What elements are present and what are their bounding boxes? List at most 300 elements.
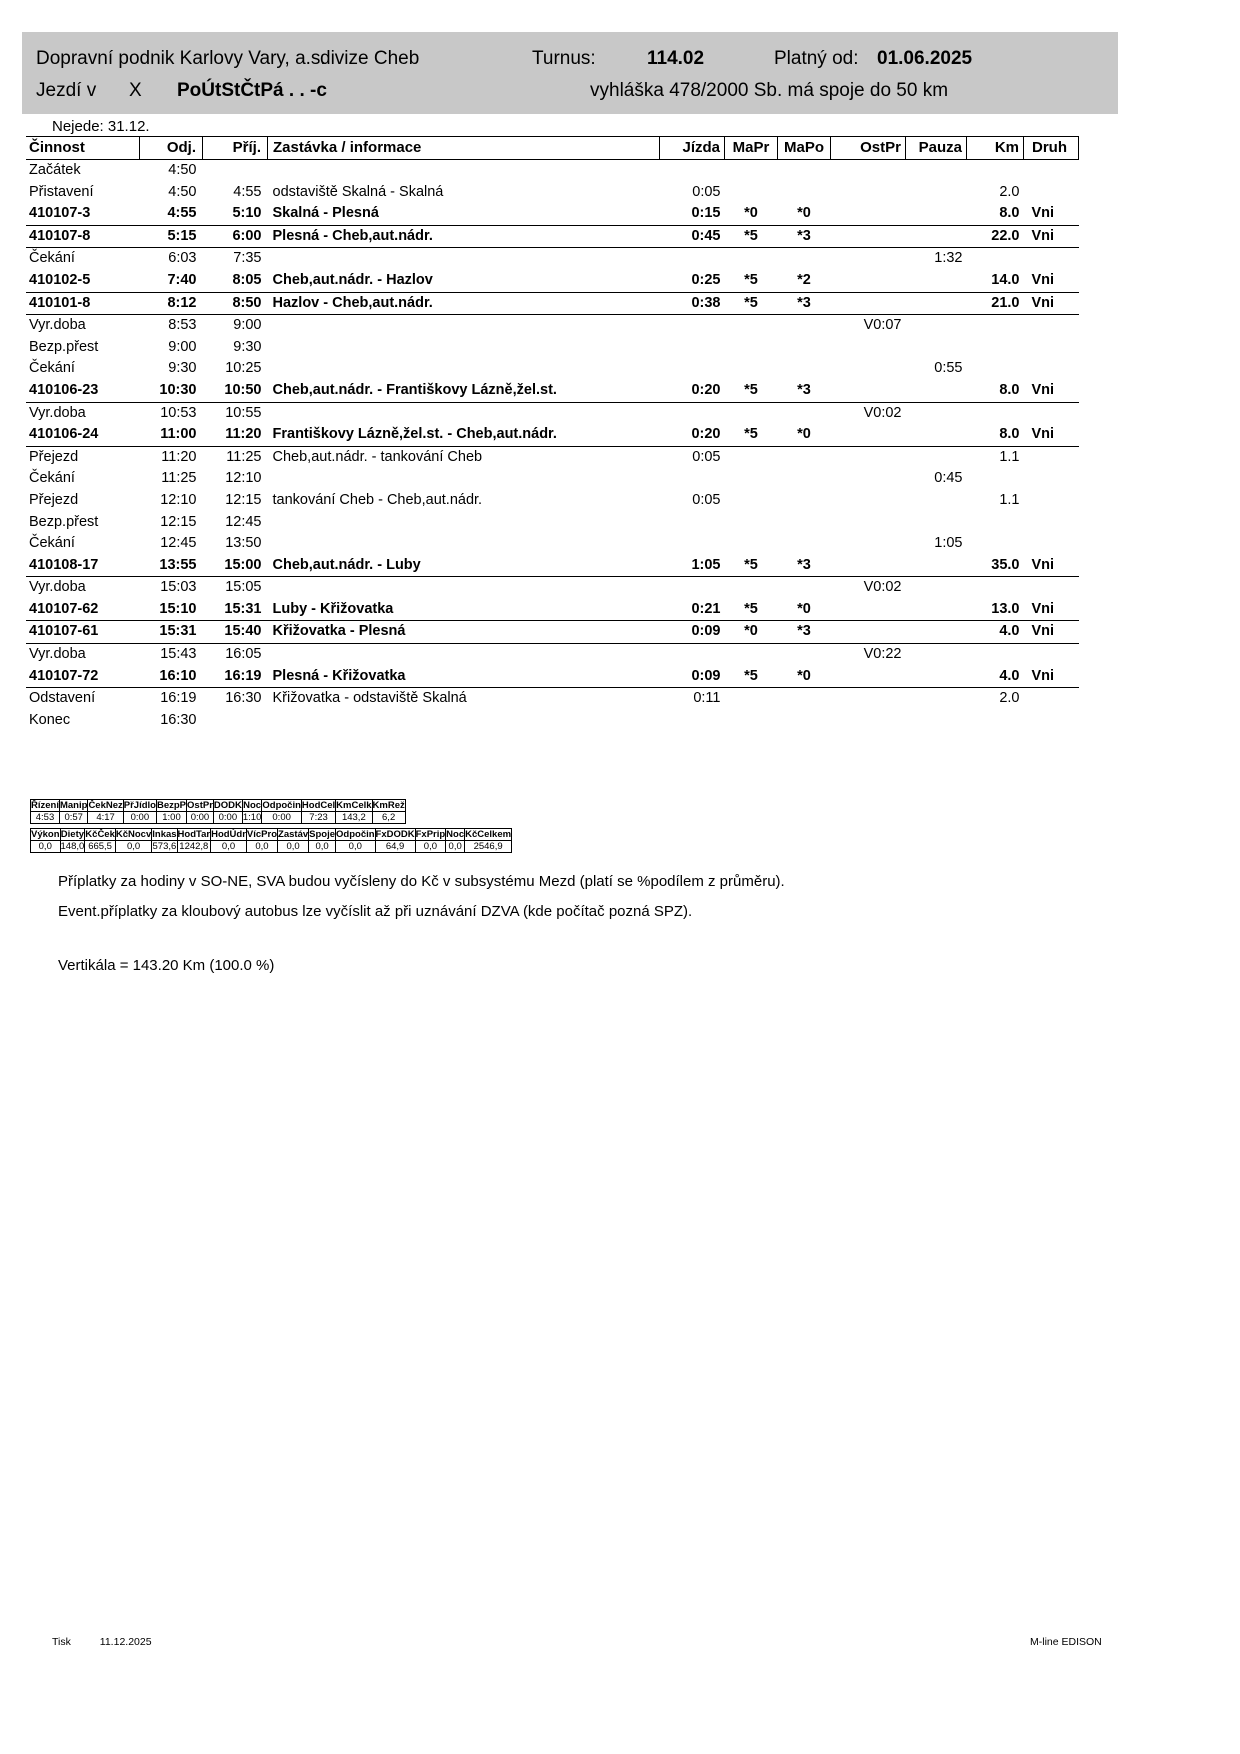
cell-mapo [778,688,831,710]
cell-mapr: *5 [725,292,778,315]
cell-jizda: 1:05 [691,556,721,573]
cell-jizda: 0:20 [691,426,721,443]
cell-cinnost: 410106-24 [29,426,99,443]
cell-odj: 16:30 [160,711,197,728]
cell-zastavka [268,160,660,182]
cell-zastavka [268,358,660,380]
cell-mapr [725,710,778,732]
cell-odj: 4:55 [167,205,197,222]
cell-ostpr: V0:22 [831,644,906,666]
print-label: Tisk [52,1636,71,1648]
cell-mapr [725,688,778,710]
table-header-row [26,137,1079,160]
summary-col-value: 1:10 [242,812,262,823]
cell-ostpr [831,621,906,644]
document-header-banner [22,32,1118,114]
table-row [26,315,1079,337]
summary-col-value: 0:00 [187,812,214,824]
cell-km: 8.0 [999,205,1020,222]
cell-odj: 4:50 [168,183,197,200]
cell-odj: 11:20 [140,446,203,468]
company-division: divize Cheb [320,48,420,69]
cell-zastavka: odstaviště Skalná - Skalná [272,183,444,200]
cell-jizda [660,402,725,424]
print-date: 11.12.2025 [99,1636,152,1648]
summary-col-value: 0,0 [246,841,277,853]
cell-cinnost: 410107-62 [29,600,99,617]
cell-mapr: *5 [744,271,758,288]
summary-col-value: 665,5 [85,841,116,853]
summary2-body [31,841,512,853]
cell-zastavka: Luby - Křižovatka [272,600,394,617]
col-header-mapr: MaPr [725,137,778,160]
cell-ostpr: V0:02 [831,402,906,424]
duty-schedule-table [26,136,1079,731]
cell-cinnost: 410107-72 [29,667,99,684]
cell-zastavka: Cheb,aut.nádr. - Luby [272,556,421,573]
summary-col-value: 0,0 [336,841,376,853]
note-articulated: Event.příplatky za kloubový autobus lze vyčíslit až při uznávání DZVA (kde počítač pozná SPZ). [58,903,693,920]
cell-mapr [725,490,778,512]
cell-km [967,577,1024,599]
cell-pauza [906,424,967,446]
valid-from-value: 01.06.2025 [877,48,973,69]
weekday-pattern: PoÚtStČtPá . . -c [177,80,327,101]
cell-ostpr [831,270,906,292]
cell-pauza [906,225,967,248]
cell-prij: 16:30 [203,688,268,710]
col-header-mapo: MaPo [778,137,831,160]
cell-prij: 15:00 [224,556,262,573]
cell-jizda: 0:05 [692,183,721,200]
cell-odj: 11:25 [161,470,197,487]
cell-zastavka: Křižovatka - Plesná [268,621,660,644]
cell-pauza [906,688,967,710]
table-row [26,292,1079,315]
cell-cinnost: Přejezd [29,491,79,508]
cell-odj: 11:00 [160,426,197,443]
runs-on-mark: X [129,80,142,101]
summary1-value-row [31,812,406,824]
cell-odj: 16:10 [159,667,197,684]
cell-cinnost: Bezp.přest [29,338,99,355]
cell-ostpr [831,160,906,182]
summary-col-header: HodÚdr [211,829,246,840]
cell-odj: 8:12 [140,292,203,315]
cell-km: 22.0 [967,225,1024,248]
cell-zastavka [268,577,660,599]
cell-pauza [906,160,967,182]
summary-col-value: 0:57 [59,812,87,824]
table-row [26,555,1079,577]
summary-col-value: 1242,8 [177,841,211,853]
cell-pauza [906,182,967,204]
table-row [26,468,1079,490]
cell-druh [1024,248,1079,270]
cell-mapo [778,446,831,468]
cell-km: 8.0 [999,426,1020,443]
cell-mapr: *5 [744,556,758,573]
col-header-druh: Druh [1024,137,1079,160]
cell-mapr: *5 [744,426,758,443]
summary2-header-row [31,829,512,841]
cell-odj: 9:00 [168,338,197,355]
cell-ostpr [831,490,906,512]
cell-ostpr [831,358,906,380]
cell-prij: 12:15 [225,491,262,508]
col-header-zastavka: Zastávka / informace [268,137,660,160]
cell-ostpr [831,666,906,688]
cell-cinnost: Přejezd [26,446,140,468]
cell-druh [1024,644,1079,666]
table-row [26,688,1079,710]
cell-jizda [660,512,725,534]
summary-col-value: 0:00 [123,812,156,824]
summary-col-value: 0,0 [211,841,247,853]
decree-note: vyhláška 478/2000 Sb. má spoje do 50 km [590,80,949,101]
cell-jizda [660,577,725,599]
cell-odj: 10:53 [140,402,203,424]
summary-table-money [30,828,512,853]
cell-mapo [778,512,831,534]
cell-ostpr: V0:07 [831,315,906,337]
cell-prij: 15:05 [203,577,268,599]
cell-cinnost: Odstavení [26,688,140,710]
cell-zastavka [268,710,660,732]
cell-mapo [778,337,831,359]
cell-ostpr [831,446,906,468]
cell-jizda: 0:11 [660,688,725,710]
cell-cinnost: Začátek [29,162,81,178]
table-header [26,137,1079,160]
cell-ostpr [831,599,906,621]
cell-cinnost: 410108-17 [29,556,99,573]
cell-cinnost: Vyr.doba [26,577,140,599]
cell-prij: 10:55 [203,402,268,424]
table-row [26,599,1079,621]
cell-zastavka: Cheb,aut.nádr. - tankování Cheb [268,446,660,468]
summary-col-header: DODK [213,800,242,811]
cell-pauza [906,270,967,292]
summary-col-value: 0:00 [262,812,302,824]
cell-druh: Vni [1031,426,1055,443]
summary-col-header: Odpočin [336,829,375,840]
summary-col-value: 143,2 [336,812,372,824]
cell-mapr: *5 [744,600,758,617]
cell-mapo [778,402,831,424]
cell-cinnost: Čekání [29,535,75,552]
summary-col-header: FxPrip [415,829,446,840]
cell-cinnost: Vyr.doba [26,402,140,424]
cell-mapr: *5 [744,381,758,398]
cell-druh [1024,402,1079,424]
cell-km [967,358,1024,380]
cell-pauza [906,490,967,512]
cell-prij: 13:50 [225,535,262,552]
cell-zastavka: Cheb,aut.nádr. - Hazlov [272,271,433,288]
cell-pauza: 0:55 [934,360,963,377]
cell-prij: 11:20 [225,426,262,443]
cell-mapr [725,577,778,599]
cell-jizda [660,337,725,359]
summary-table-time [30,799,406,824]
cell-druh [1024,710,1079,732]
cell-km [967,337,1024,359]
summary-col-value: 0,0 [31,841,61,853]
cell-mapo: *3 [778,621,831,644]
summary-col-value: 4:53 [31,812,60,824]
summary-col-header: Řízení [31,800,59,811]
cell-pauza [906,621,967,644]
cell-jizda [660,710,725,732]
cell-pauza [906,402,967,424]
summary1-body [31,812,406,824]
summary-col-value: 0,0 [115,841,151,853]
summary-col-value: 4:17 [88,812,123,824]
cell-mapo [778,182,831,204]
cell-mapo [778,644,831,666]
summary-col-value: 6,2 [372,812,405,824]
summary-col-header: Noc [446,829,465,840]
table-row [26,666,1079,688]
summary-col-value: 148,0 [60,841,85,852]
cell-odj: 15:31 [140,621,203,644]
cell-zastavka [268,402,660,424]
cell-jizda: 0:25 [691,271,721,288]
table-row [26,533,1079,555]
cell-druh [1024,533,1079,555]
cell-mapo [778,490,831,512]
cell-druh [1024,315,1079,337]
cell-jizda [660,358,725,380]
cell-druh: Vni [1024,225,1079,248]
cell-odj: 12:15 [160,513,197,530]
cell-km [967,160,1024,182]
cell-mapo [778,315,831,337]
cell-cinnost: 410106-23 [29,381,99,398]
cell-prij: 12:10 [225,470,262,487]
col-header-km: Km [967,137,1024,160]
summary2-value-row [31,841,512,853]
cell-odj: 9:30 [168,360,197,377]
summary-col-header: Manip [59,800,88,811]
cell-km: 2.0 [967,688,1024,710]
summary-col-value: 0,0 [415,841,446,853]
cell-mapr: *0 [725,621,778,644]
cell-cinnost: Čekání [29,360,75,377]
cell-ostpr [831,292,906,315]
table-row [26,621,1079,644]
cell-druh [1024,337,1079,359]
cell-km [967,512,1024,534]
table-row [26,644,1079,666]
cell-pauza [906,380,967,402]
summary-col-value: 0,0 [446,841,465,853]
summary-col-header: Odpočin [262,800,301,811]
summary-col-header: OstPr [187,800,213,811]
cell-cinnost: Přistavení [29,183,94,200]
summary-col-header: Diety [60,829,85,840]
cell-ostpr [831,337,906,359]
cell-km: 14.0 [991,271,1020,288]
summary-col-value: 7:23 [301,812,335,824]
summary-col-header: HodCel [301,800,336,811]
cell-prij: 15:40 [203,621,268,644]
cell-odj: 5:15 [140,225,203,248]
cell-druh: Vni [1024,621,1079,644]
cell-ostpr [831,380,906,402]
table-body [26,160,1079,732]
col-header-cinnost: Činnost [26,137,140,160]
table-row [26,577,1079,599]
cell-prij: 11:25 [203,446,268,468]
table-row [26,160,1079,182]
cell-odj: 10:30 [159,381,197,398]
cell-km: 1.1 [967,446,1024,468]
cell-ostpr [831,555,906,577]
cell-zastavka: Skalná - Plesná [272,205,379,222]
summary-col-header: Výkon [31,829,60,840]
cell-zastavka: Františkovy Lázně,žel.st. - Cheb,aut.nádr. [272,426,557,443]
cell-zastavka: tankování Cheb - Cheb,aut.nádr. [272,491,483,508]
summary-col-header: KmRež [372,800,405,811]
cell-cinnost: Bezp.přest [29,513,99,530]
cell-zastavka: Plesná - Cheb,aut.nádr. [268,225,660,248]
cell-ostpr [831,203,906,225]
cell-prij: 9:30 [233,338,262,355]
cell-km [967,402,1024,424]
cell-mapr [725,446,778,468]
cell-cinnost: 410107-61 [26,621,140,644]
summary2-header [31,829,512,841]
cell-prij [203,160,268,182]
cell-odj: 8:53 [140,315,203,337]
turnus-value: 114.02 [647,48,705,69]
cell-mapo: *0 [797,600,811,617]
cell-druh [1024,688,1079,710]
cell-cinnost: 410107-3 [29,205,91,222]
cell-pauza: 1:32 [906,248,967,270]
cell-pauza [906,577,967,599]
cell-prij: 10:50 [224,381,262,398]
cell-km: 35.0 [991,556,1020,573]
cell-prij: 10:25 [225,360,262,377]
cell-odj: 12:10 [160,491,197,508]
header-line-2 [22,80,1118,106]
table-row [26,710,1079,732]
cell-mapo [778,358,831,380]
cell-cinnost: Čekání [29,470,75,487]
cell-mapr [725,533,778,555]
cell-zastavka [268,337,660,359]
cell-km: 8.0 [999,381,1020,398]
cell-prij: 12:45 [225,513,262,530]
cell-cinnost: 410107-8 [26,225,140,248]
cell-mapo: *3 [778,225,831,248]
cell-druh [1024,512,1079,534]
cell-km: 1.1 [999,491,1020,508]
cell-mapr [725,644,778,666]
summary-col-value: 64,9 [375,841,415,853]
cell-cinnost: Čekání [26,248,140,270]
cell-mapo [778,160,831,182]
cell-mapo [778,248,831,270]
cell-mapr [725,468,778,490]
cell-jizda [660,533,725,555]
cell-druh [1024,446,1079,468]
cell-jizda: 0:09 [660,621,725,644]
cell-mapr [725,358,778,380]
cell-prij: 5:10 [232,205,262,222]
summary-col-header: Inkas [152,829,177,840]
cell-druh: Vni [1031,271,1055,288]
header-line-1 [22,48,1118,74]
cell-pauza [906,337,967,359]
cell-mapr [725,315,778,337]
cell-mapr [725,182,778,204]
cell-pauza [906,555,967,577]
cell-km: 21.0 [967,292,1024,315]
cell-mapr [725,160,778,182]
cell-prij: 16:05 [203,644,268,666]
table-row [26,512,1079,534]
cell-mapo: *3 [778,292,831,315]
summary-col-header: KčCelkem [465,829,512,840]
table-row [26,182,1079,204]
col-header-pauza: Pauza [906,137,967,160]
cell-druh [1024,160,1079,182]
cell-mapo [778,710,831,732]
summary-col-header: ČekNez [88,800,123,811]
cell-zastavka [268,315,660,337]
table-row [26,424,1079,446]
cell-cinnost: 410102-5 [29,271,91,288]
cell-odj: 13:55 [159,556,197,573]
cell-mapr [725,512,778,534]
cell-ostpr [831,710,906,732]
table-row [26,225,1079,248]
cell-cinnost: Vyr.doba [26,644,140,666]
cell-km [967,644,1024,666]
cell-jizda [660,160,725,182]
cell-druh [1024,182,1079,204]
cell-mapo: *2 [797,271,811,288]
cell-pauza [906,710,967,732]
summary-col-value: 573,6 [152,841,177,852]
cell-mapr: *5 [744,667,758,684]
summary-col-header: VícPro [246,829,278,840]
summary-col-header: BezpP [156,800,187,811]
cell-pauza [906,644,967,666]
summary-col-header: PřJídlo [123,800,156,811]
summary-col-header: Noc [243,800,262,811]
cell-zastavka: Hazlov - Cheb,aut.nádr. [268,292,660,315]
summary-col-header: HodTar [177,829,211,840]
table-row [26,490,1079,512]
cell-jizda: 0:05 [660,446,725,468]
turnus-label: Turnus: [532,48,596,69]
cell-prij: 6:00 [203,225,268,248]
note-vertikala: Vertikála = 143.20 Km (100.0 %) [58,957,275,974]
cell-pauza [906,599,967,621]
summary1-header [31,800,406,812]
cell-mapo: *3 [797,381,811,398]
table-row [26,248,1079,270]
cell-ostpr: V0:02 [831,577,906,599]
cell-km [967,533,1024,555]
cell-mapr [725,402,778,424]
cell-zastavka: Cheb,aut.nádr. - Františkovy Lázně,žel.st. [272,381,557,398]
